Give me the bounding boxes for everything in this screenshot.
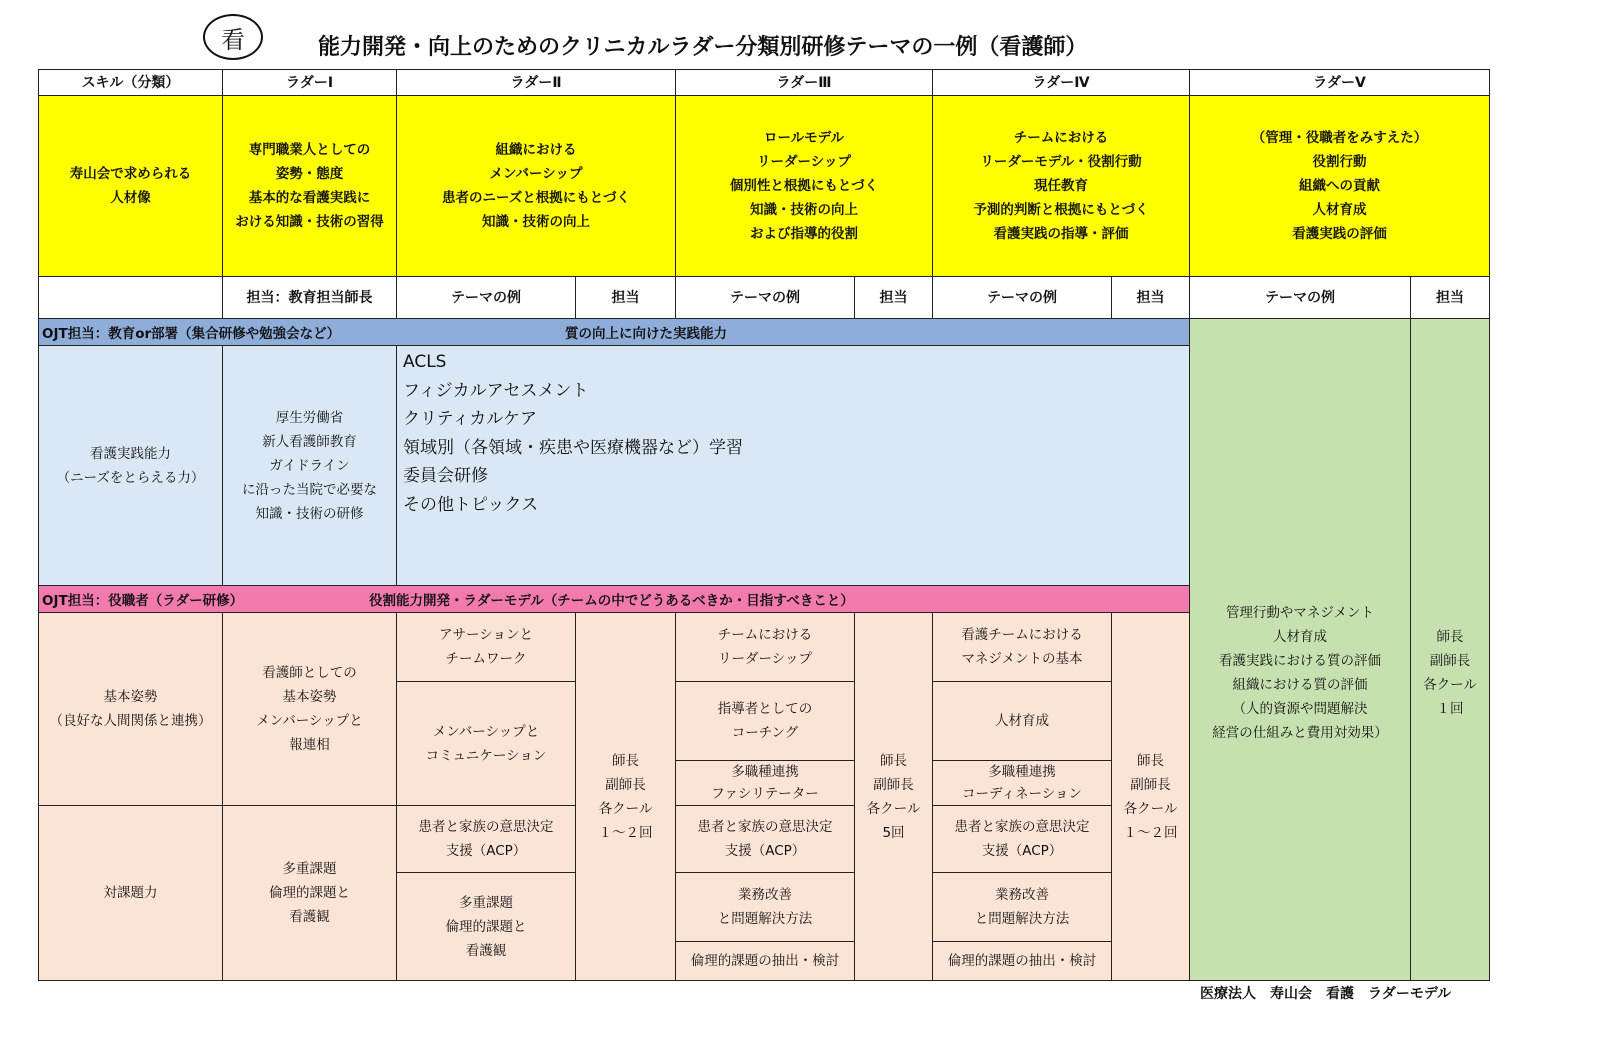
l3-person: 師長 副師長 各クール 5回 bbox=[854, 612, 933, 981]
section1-ladder-1: 厚生労働省 新人看護師教育 ガイドライン に沿った当院で必要な 知識・技術の研修 bbox=[222, 345, 397, 586]
header-skill: スキル（分類） bbox=[38, 69, 223, 96]
l3-theme: 指導者としての コーチング bbox=[675, 681, 855, 761]
header-ladder-3: ラダーⅢ bbox=[675, 69, 933, 96]
section2-bar bbox=[38, 585, 1190, 613]
title-badge: 看 bbox=[203, 14, 263, 60]
l2-theme: メンバーシップと コミュニケーション bbox=[396, 681, 576, 806]
l4-theme: 倫理的課題の抽出・検討 bbox=[932, 941, 1112, 981]
subheader-l4-theme: テーマの例 bbox=[932, 276, 1112, 319]
subheader-l4-person: 担当 bbox=[1111, 276, 1190, 319]
section1-topic-list bbox=[396, 345, 1190, 586]
l4-theme: 多職種連携 コーディネーション bbox=[932, 760, 1112, 806]
ideal-ladder-5: （管理・役職者をみすえた） 役割行動 組織への貢献 人材育成 看護実践の評価 bbox=[1189, 95, 1490, 277]
footer-credit: 医療法人 寿山会 看護 ラダーモデル bbox=[1200, 986, 1452, 1002]
l2-theme: アサーションと チームワーク bbox=[396, 612, 576, 682]
topic-item: クリティカルケア bbox=[403, 409, 537, 429]
subheader-l5-theme: テーマの例 bbox=[1189, 276, 1411, 319]
subheader-empty bbox=[38, 276, 223, 319]
header-ladder-4: ラダーⅣ bbox=[932, 69, 1190, 96]
l3-theme: 患者と家族の意思決定 支援（ACP） bbox=[675, 805, 855, 873]
header-ladder-5: ラダーⅤ bbox=[1189, 69, 1490, 96]
topic-item: その他トピックス bbox=[403, 494, 539, 515]
section2-skill-basic: 基本姿勢 （良好な人間関係と連携） bbox=[38, 612, 223, 806]
subheader-l2-person: 担当 bbox=[575, 276, 676, 319]
topic-item: フィジカルアセスメント bbox=[403, 380, 589, 401]
l5-person: 師長 副師長 各クール １回 bbox=[1410, 318, 1490, 981]
header-ladder-2: ラダーⅡ bbox=[396, 69, 676, 96]
section2-owner: OJT担当：役職者（ラダー研修） bbox=[42, 593, 244, 609]
l3-theme: 多職種連携 ファシリテーター bbox=[675, 760, 855, 806]
l4-theme: 看護チームにおける マネジメントの基本 bbox=[932, 612, 1112, 682]
subheader-l2-theme: テーマの例 bbox=[396, 276, 576, 319]
ideal-ladder-1: 専門職業人としての 姿勢・態度 基本的な看護実践に おける知識・技術の習得 bbox=[222, 95, 397, 277]
ideal-label: 寿山会で求められる 人材像 bbox=[38, 95, 223, 277]
ideal-ladder-2: 組織における メンバーシップ 患者のニーズと根拠にもとづく 知識・技術の向上 bbox=[396, 95, 676, 277]
l4-theme: 人材育成 bbox=[932, 681, 1112, 761]
l5-theme: 管理行動やマネジメント 人材育成 看護実践における質の評価 組織における質の評価 （人的資源や問題解決 経営の仕組みと費用対効果） bbox=[1189, 318, 1411, 981]
l2-theme: 患者と家族の意思決定 支援（ACP） bbox=[396, 805, 576, 873]
section1-skill: 看護実践能力 （ニーズをとらえる力） bbox=[38, 345, 223, 586]
subheader-l1-person: 担当：教育担当師長 bbox=[222, 276, 397, 319]
section1-heading: 質の向上に向けた実践能力 bbox=[565, 326, 727, 342]
topic-item: 委員会研修 bbox=[403, 466, 488, 486]
l2-person: 師長 副師長 各クール １～２回 bbox=[575, 612, 676, 981]
section1-bar bbox=[38, 318, 1190, 346]
section1-owner: OJT担当：教育or部署（集合研修や勉強会など） bbox=[42, 326, 341, 342]
topic-item: 領域別（各領域・疾患や医療機器など）学習 bbox=[403, 437, 743, 458]
section2-l1-basic: 看護師としての 基本姿勢 メンバーシップと 報連相 bbox=[222, 612, 397, 806]
l4-theme: 業務改善 と問題解決方法 bbox=[932, 872, 1112, 942]
l4-person: 師長 副師長 各クール １～２回 bbox=[1111, 612, 1190, 981]
subheader-l3-person: 担当 bbox=[854, 276, 933, 319]
ideal-ladder-3: ロールモデル リーダーシップ 個別性と根拠にもとづく 知識・技術の向上 および指導的役割 bbox=[675, 95, 933, 277]
ideal-ladder-4: チームにおける リーダーモデル・役割行動 現任教育 予測的判断と根拠にもとづく 看護実践の指導・評価 bbox=[932, 95, 1190, 277]
topic-item: ACLS bbox=[403, 352, 447, 372]
l4-theme: 患者と家族の意思決定 支援（ACP） bbox=[932, 805, 1112, 873]
subheader-l3-theme: テーマの例 bbox=[675, 276, 855, 319]
section2-skill-task: 対課題力 bbox=[38, 805, 223, 981]
l3-theme: チームにおける リーダーシップ bbox=[675, 612, 855, 682]
page-title: 能力開発・向上のためのクリニカルラダー分類別研修テーマの一例（看護師） bbox=[318, 35, 1088, 60]
l2-theme: 多重課題 倫理的課題と 看護観 bbox=[396, 872, 576, 981]
section2-heading: 役割能力開発・ラダーモデル（チームの中でどうあるべきか・目指すべきこと） bbox=[369, 593, 854, 609]
l3-theme: 業務改善 と問題解決方法 bbox=[675, 872, 855, 942]
subheader-l5-person: 担当 bbox=[1410, 276, 1490, 319]
l3-theme: 倫理的課題の抽出・検討 bbox=[675, 941, 855, 981]
section2-l1-task: 多重課題 倫理的課題と 看護観 bbox=[222, 805, 397, 981]
header-ladder-1: ラダーⅠ bbox=[222, 69, 397, 96]
